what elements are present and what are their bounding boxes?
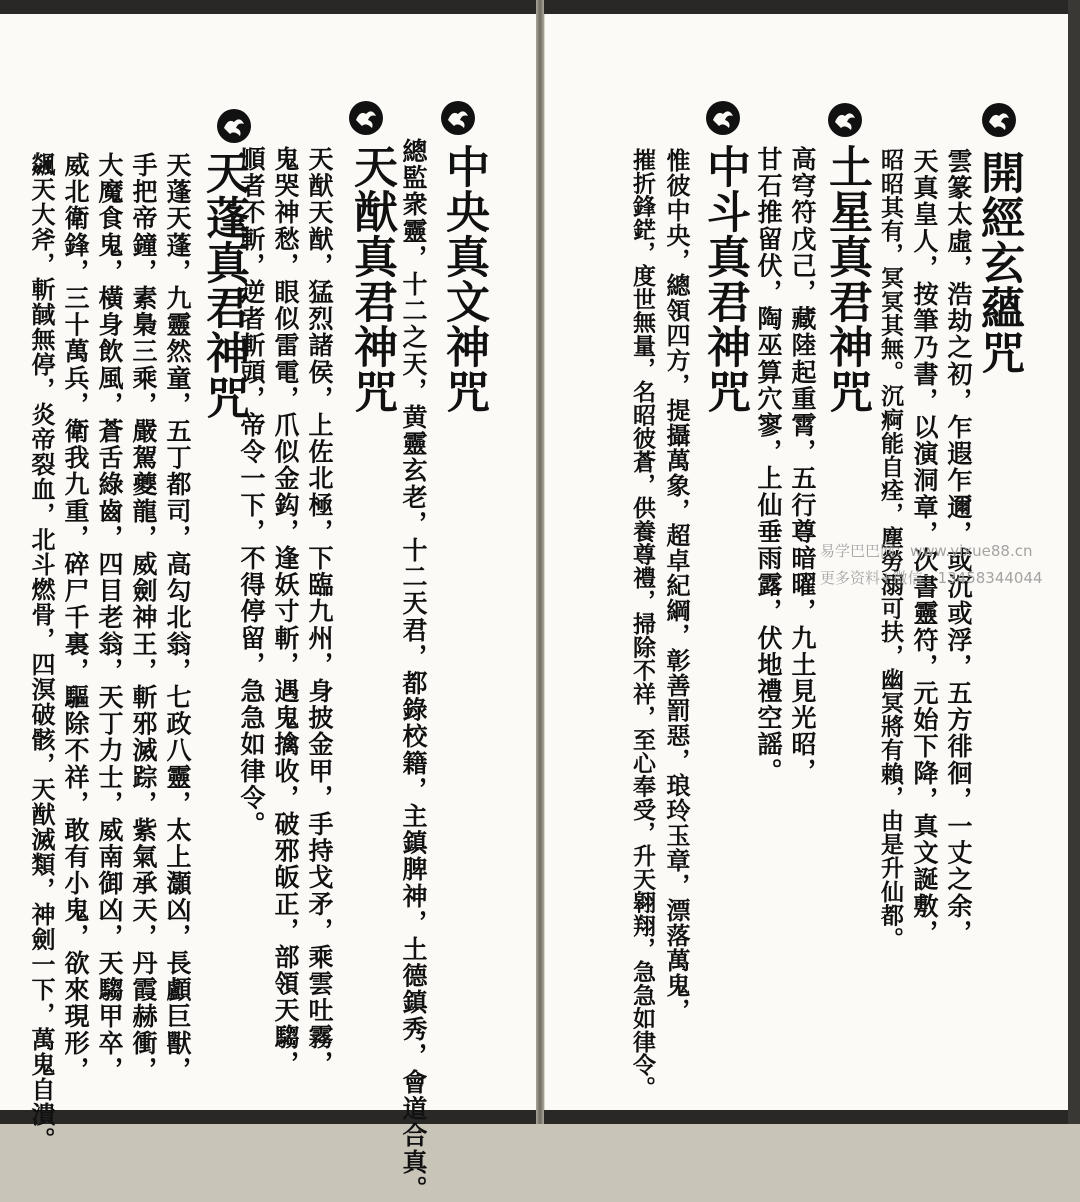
book-gutter <box>536 0 544 1124</box>
verse-line: 昭昭其有，冥冥其無。沉痾能自痊，塵勞溺可扶，幽冥將有賴，由是升仙都。 <box>877 148 904 951</box>
medallion-icon <box>440 100 476 136</box>
section-title: 天猷真君神咒 <box>346 144 397 414</box>
book-edge-right <box>1068 0 1080 1124</box>
verse-line: 天蓬天蓬，九靈然童，五丁都司，高勾北翁，七政八靈，太上灝凶，長顱巨獸， <box>163 152 192 1083</box>
verse-line: 摧折鋒鋩，度世無量，名昭彼蒼，供養尊禮，掃除不祥，至心奉受，升天翱翔，急急如律令。 <box>629 148 656 1100</box>
section-title: 中央真文神咒 <box>438 144 489 414</box>
verse-line: 惟彼中央，總領四方，提攝萬象，超卓紀綱，彰善罰惡，琅玲玉章，漂落萬鬼， <box>662 148 691 1023</box>
verse-line: 高穹符戊己，藏陸起重霄，五行尊暗曜，九土見光昭， <box>788 146 817 785</box>
verse-line: 天猷天猷，猛烈諸侯，上佐北極，下臨九州，身披金甲，手持戈矛，乘雲吐霧， <box>305 146 334 1077</box>
medallion-icon <box>981 102 1017 138</box>
verse-line: 飊天大斧，斬馘無停，炎帝裂血，北斗燃骨，四溟破骸，天猷滅類，神劍一下，萬鬼自潰。 <box>27 152 56 1152</box>
medallion-icon <box>348 100 384 136</box>
verse-line: 鬼哭神愁，眼似雷電，爪似金鈎，逢妖寸斬，遇鬼擒收，破邪皈正，部領天騶， <box>271 146 300 1077</box>
site-watermark <box>820 538 1065 592</box>
watermark-line: 更多资料+微信：13458344044 <box>820 569 1043 587</box>
verse-line: 總監衆靈，十二之天，黄靈玄老，十二天君，都錄校籍，主鎮脾神，土德鎮秀，會道合真。 <box>399 138 428 1202</box>
medallion-icon <box>216 108 252 144</box>
medallion-icon <box>705 100 741 136</box>
verse-line: 威北衛鋒，三十萬兵，衛我九重，碎尸千裏，驅除不祥，敢有小鬼，欲來現形， <box>61 152 90 1083</box>
verse-line: 天真皇人，按筆乃書，以演洞章，次書靈符，元始下降，真文誕敷， <box>910 148 939 946</box>
left-page <box>0 14 537 1202</box>
section-title: 天蓬真君神咒 <box>198 150 249 420</box>
section-title: 土星真君神咒 <box>821 144 872 414</box>
watermark-line: 易学巴巴网：www.yixue88.cn <box>820 542 1033 560</box>
verse-line: 順者不斬，逆者斬頭，帝令一下，不得停留，急急如律令。 <box>237 146 266 838</box>
verse-line: 雲篆太虛，浩劫之初，乍遐乍邇，或沉或浮，五方徘徊，一丈之余， <box>944 148 973 946</box>
verse-line: 大魔食鬼，橫身飲風，蒼舌綠齒，四目老翁，天丁力士，威南御凶，天騶甲卒， <box>95 152 124 1083</box>
section-title: 開經玄蘊咒 <box>973 150 1024 375</box>
verse-line: 手把帝鐘，素梟三乘，嚴駕夔龍，威劍神王，斬邪滅踪，紫氣承天，丹霞赫衝， <box>129 152 158 1083</box>
medallion-icon <box>827 102 863 138</box>
section-title: 中斗真君神咒 <box>699 144 750 414</box>
verse-line: 甘石推留伏，陶巫算穴寥，上仙垂雨露，伏地禮空謡。 <box>754 146 783 785</box>
